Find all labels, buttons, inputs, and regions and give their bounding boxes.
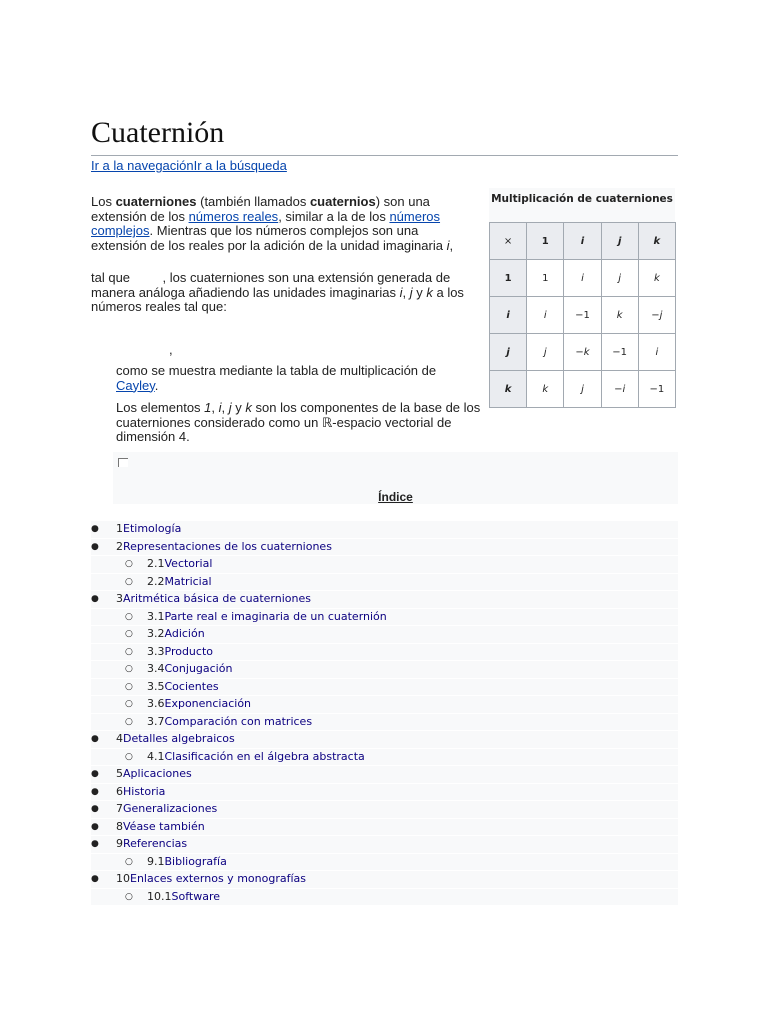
table-row: [490, 297, 676, 334]
row-header-cell: i: [490, 297, 527, 334]
bullet-circle-icon: ○: [125, 751, 133, 762]
bullet-circle-icon: ○: [125, 681, 133, 692]
table-cell: −1: [638, 371, 675, 408]
toc-item-label[interactable]: Producto: [164, 644, 213, 658]
toc-item-number: 3.4Conjugación: [147, 662, 233, 675]
toc-item-number: 1Etimología: [116, 522, 182, 535]
toc-item-number: 2Representaciones de los cuaterniones: [116, 539, 332, 553]
table-header-cell: ×: [490, 223, 527, 260]
toc-item-label[interactable]: Aritmética básica de cuaterniones: [123, 592, 311, 605]
multiplication-table-box: [489, 188, 675, 408]
table-cell: −1: [564, 297, 601, 334]
toc-item-label[interactable]: Adición: [164, 627, 205, 640]
toc-item[interactable]: [91, 784, 678, 802]
table-of-contents: [91, 521, 678, 906]
cayley-paragraph: como se muestra mediante la tabla de multiplicación de Cayley.: [116, 363, 437, 393]
table-cell: i: [527, 297, 564, 334]
toc-item[interactable]: [91, 731, 678, 749]
table-cell: k: [527, 371, 564, 408]
toc-item[interactable]: [91, 801, 678, 819]
bullet-disc-icon: ●: [91, 804, 99, 814]
basis-paragraph: Los elementos 1, i, j y k son los componentes de la base de los cuaterniones considerado como un ℝ-espacio vectorial de dimensión 4.: [116, 400, 481, 444]
toc-item[interactable]: [91, 889, 678, 907]
toc-item-label[interactable]: Etimología: [123, 522, 182, 535]
toc-item-label[interactable]: Clasificación en el álgebra abstracta: [164, 749, 365, 763]
link-numeros-complejos[interactable]: números complejos: [91, 208, 441, 238]
intro-paragraph: Los cuaterniones (también llamados cuaternios) son una extensión de los números reales, similar a la de los números complejos. Mientras que los números complejos son una extensión de los reales por la adición de la unidad imaginaria i,: [91, 194, 454, 253]
page-title: Cuaternión: [91, 116, 225, 149]
toc-item-number: 3Aritmética básica de cuaterniones: [116, 592, 311, 605]
toc-item-label[interactable]: Enlaces externos y monografías: [130, 872, 306, 885]
table-cell: −j: [638, 297, 675, 334]
table-cell: −k: [564, 334, 601, 371]
toc-item-number: 3.6Exponenciación: [147, 697, 252, 710]
bullet-circle-icon: ○: [125, 664, 133, 674]
term-cuaternios: cuaternios: [309, 194, 376, 209]
table-cell: 1: [527, 260, 564, 297]
table-cell: i: [638, 334, 675, 371]
toc-item-label[interactable]: Conjugación: [164, 662, 233, 675]
toc-item-number: 10.1Software: [147, 889, 220, 903]
bullet-circle-icon: ○: [125, 699, 133, 709]
toc-item[interactable]: [91, 836, 678, 854]
toc-item[interactable]: [91, 679, 678, 697]
table-cell: j: [527, 334, 564, 371]
bullet-disc-icon: ●: [91, 874, 99, 884]
row-header-cell: 1: [490, 260, 527, 297]
table-row: [490, 334, 676, 371]
table-cell: j: [601, 260, 638, 297]
toc-item-number: 5Aplicaciones: [116, 767, 192, 780]
toc-item[interactable]: [91, 696, 678, 714]
toc-item-number: 7Generalizaciones: [116, 802, 218, 815]
toc-item-number: 9Referencias: [116, 837, 188, 850]
toc-header: [113, 452, 678, 504]
table-cell: k: [638, 260, 675, 297]
toc-item-number: 9.1Bibliografía: [147, 854, 227, 868]
toc-toggle-icon[interactable]: [118, 458, 128, 467]
toc-item-label[interactable]: Exponenciación: [164, 697, 252, 710]
bullet-disc-icon: ●: [91, 524, 99, 534]
toc-item-label[interactable]: Aplicaciones: [123, 767, 192, 780]
toc-item-label[interactable]: Parte real e imaginaria de un cuaternión: [164, 609, 387, 623]
table-header-row: [490, 223, 676, 260]
table-cell: j: [564, 371, 601, 408]
table-cell: k: [601, 297, 638, 334]
table-header-cell: k: [638, 223, 675, 260]
bullet-circle-icon: ○: [125, 559, 133, 569]
toc-item-label[interactable]: Software: [171, 889, 220, 903]
bullet-disc-icon: ●: [91, 734, 99, 744]
bullet-disc-icon: ●: [91, 839, 99, 849]
bullet-disc-icon: ●: [91, 541, 99, 552]
extension-paragraph: tal que , los cuaterniones son una extensión generada de manera análoga añadiendo las unidades imaginarias i, j y k a los números reales tal que:: [91, 270, 468, 314]
toc-item-label[interactable]: Comparación con matrices: [164, 714, 313, 728]
toc-item[interactable]: [91, 714, 678, 732]
bullet-disc-icon: ●: [91, 821, 99, 832]
bullet-circle-icon: ○: [125, 646, 133, 657]
bullet-disc-icon: ●: [91, 786, 99, 797]
multiplication-table-caption: Multiplicación de cuaterniones: [489, 188, 675, 222]
toc-item[interactable]: [91, 539, 678, 557]
toc-item-number: 6Historia: [116, 784, 166, 798]
bullet-circle-icon: ○: [125, 611, 133, 622]
toc-item-number: 3.2Adición: [147, 627, 205, 640]
multiplication-table: [489, 222, 676, 408]
table-row: [490, 260, 676, 297]
toc-item-number: 4.1Clasificación en el álgebra abstracta: [147, 749, 365, 763]
row-header-cell: j: [490, 334, 527, 371]
link-cayley[interactable]: Cayley: [116, 377, 155, 393]
table-row: [490, 371, 676, 408]
toc-item-label[interactable]: Matricial: [164, 574, 212, 588]
bullet-circle-icon: ○: [125, 576, 133, 587]
toc-item-number: 4Detalles algebraicos: [116, 732, 235, 745]
toc-item[interactable]: [91, 591, 678, 609]
toc-item-label[interactable]: Generalizaciones: [123, 802, 218, 815]
bullet-circle-icon: ○: [125, 891, 133, 902]
bullet-circle-icon: ○: [125, 716, 133, 727]
toc-item-number: 3.5Cocientes: [147, 679, 219, 693]
toc-item-number: 3.7Comparación con matrices: [147, 714, 313, 728]
table-cell: −1: [601, 334, 638, 371]
bullet-disc-icon: ●: [91, 594, 99, 604]
toc-item[interactable]: [91, 819, 678, 837]
table-cell: i: [564, 260, 601, 297]
table-cell: −i: [601, 371, 638, 408]
toc-item-label[interactable]: Vectorial: [164, 557, 213, 570]
toc-item-number: 2.1Vectorial: [147, 557, 213, 570]
toc-item[interactable]: [91, 609, 678, 627]
toc-item-label[interactable]: Bibliografía: [164, 854, 227, 868]
table-header-cell: i: [564, 223, 601, 260]
table-header-cell: j: [601, 223, 638, 260]
toc-title: Índice: [378, 490, 413, 504]
toc-item[interactable]: [91, 644, 678, 662]
toc-item-label[interactable]: Cocientes: [164, 679, 219, 693]
toc-item[interactable]: [91, 766, 678, 784]
toc-item[interactable]: [91, 521, 678, 539]
toc-item-number: 3.3Producto: [147, 644, 213, 658]
term-cuaterniones: cuaterniones: [115, 194, 197, 209]
toc-item[interactable]: [91, 854, 678, 872]
link-numeros-reales[interactable]: números reales: [188, 208, 279, 224]
title-divider: [91, 155, 678, 156]
toc-item[interactable]: [91, 626, 678, 644]
toc-item-label[interactable]: Representaciones de los cuaterniones: [123, 539, 332, 553]
toc-item[interactable]: [91, 556, 678, 574]
jump-links[interactable]: Ir a la navegaciónIr a la búsqueda: [91, 158, 287, 173]
bullet-circle-icon: ○: [125, 856, 133, 867]
toc-item[interactable]: [91, 574, 678, 592]
toc-item-label[interactable]: Detalles algebraicos: [123, 732, 235, 745]
bullet-circle-icon: ○: [125, 629, 133, 639]
table-header-cell: 1: [527, 223, 564, 260]
toc-item[interactable]: [91, 661, 678, 679]
toc-item[interactable]: [91, 871, 678, 889]
toc-item-label[interactable]: Historia: [123, 784, 166, 798]
toc-item-number: 2.2Matricial: [147, 574, 212, 588]
toc-item-number: 10Enlaces externos y monografías: [116, 872, 306, 885]
toc-item-number: 8Véase también: [116, 819, 205, 833]
toc-item-label[interactable]: Referencias: [123, 837, 188, 850]
toc-item[interactable]: [91, 749, 678, 767]
toc-item-label[interactable]: Véase también: [123, 819, 205, 833]
row-header-cell: k: [490, 371, 527, 408]
toc-item-number: 3.1Parte real e imaginaria de un cuaternión: [147, 609, 387, 623]
bullet-disc-icon: ●: [91, 769, 99, 779]
formula-comma: ,: [169, 342, 173, 357]
